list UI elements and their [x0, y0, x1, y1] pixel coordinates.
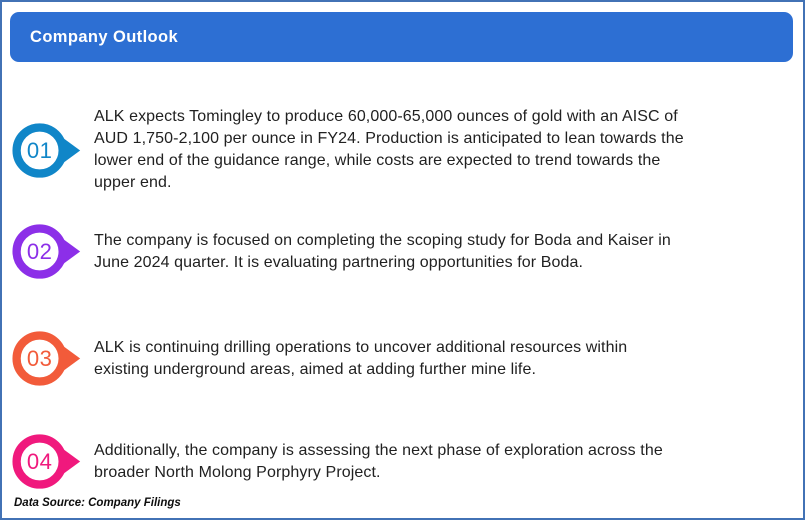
- outlook-item-3: [2, 329, 803, 388]
- outlook-item-2: [2, 222, 803, 281]
- pin-badge-svg: [12, 121, 82, 180]
- item-text: [94, 337, 627, 381]
- text-line: The company is focused on completing the scoping study for Boda and Kaiser in: [94, 231, 671, 249]
- text-line: AUD 1,750-2,100 per ounce in FY24. Production is anticipated to lean towards the: [94, 130, 684, 147]
- item-text: [94, 106, 684, 194]
- item-text: [94, 230, 671, 274]
- pin-badge-icon-1: [12, 121, 82, 180]
- pin-badge-svg: [12, 432, 82, 491]
- text-line: broader North Molong Porphyry Project.: [94, 463, 381, 481]
- pin-badge-icon-4: [12, 432, 82, 491]
- pin-badge-svg: [12, 222, 82, 281]
- pin-badge-icon-2: [12, 222, 82, 281]
- outlook-item-4: [2, 432, 803, 491]
- item-number: 01: [26, 137, 53, 163]
- item-number: 04: [26, 448, 53, 474]
- pin-badge-icon-3: [12, 329, 82, 388]
- text-line: lower end of the guidance range, while costs are expected to trend towards the: [94, 152, 661, 169]
- item-text: [94, 440, 663, 484]
- item-number: 03: [26, 345, 53, 371]
- page-title: Company Outlook: [30, 27, 179, 46]
- text-line: ALK is continuing drilling operations to uncover additional resources within: [94, 338, 628, 356]
- pin-badge-svg: [12, 329, 82, 388]
- text-line: Additionally, the company is assessing the next phase of exploration across the: [94, 441, 663, 459]
- data-source-note: Data Source: Company Filings: [14, 497, 181, 509]
- text-line: existing underground areas, aimed at adding further mine life.: [94, 360, 537, 378]
- item-number: 02: [26, 238, 53, 264]
- text-line: upper end.: [94, 174, 172, 191]
- text-line: June 2024 quarter. It is evaluating partnering opportunities for Boda.: [94, 253, 584, 271]
- header-bar: [10, 12, 793, 62]
- outlook-item-1: [2, 106, 803, 194]
- text-line: ALK expects Tomingley to produce 60,000-65,000 ounces of gold with an AISC of: [94, 108, 678, 125]
